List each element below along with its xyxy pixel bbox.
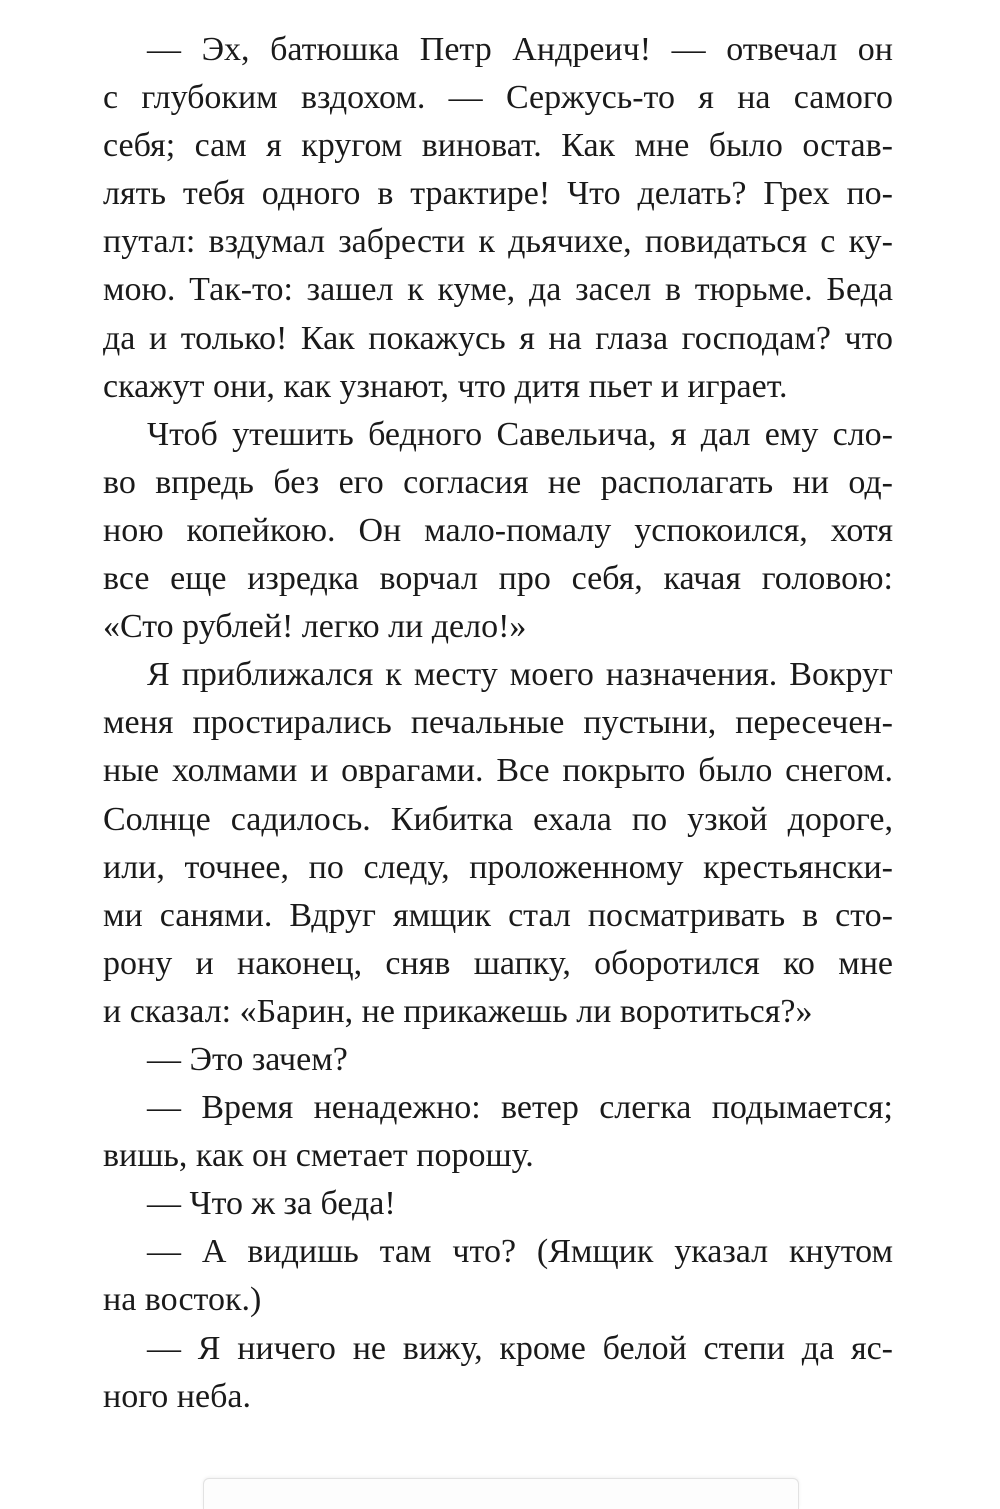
text-line: лять тебя одного в трактире! Что делать? Грех по-: [103, 175, 893, 213]
text-line: — Я ничего не вижу, кроме белой степи да яс-: [147, 1329, 893, 1367]
bottom-toolbar-edge[interactable]: [203, 1478, 799, 1509]
text-line: или, точнее, по следу, проложенному крестьянски-: [103, 848, 893, 886]
text-line: — А видишь там что? (Ямщик указал кнутом: [147, 1233, 893, 1271]
text-line: меня простирались печальные пустыни, пересечен-: [103, 704, 893, 742]
text-line: путал: вздумал забрести к дьячихе, повидаться с ку-: [103, 223, 893, 261]
text-line: Солнце садилось. Кибитка ехала по узкой дороге,: [103, 800, 893, 838]
text-line: да и только! Как покажусь я на глаза господам? что: [103, 319, 893, 357]
paragraph: [103, 1228, 893, 1324]
text-line: себя; сам я кругом виноват. Как мне было остав-: [103, 127, 893, 165]
book-page-text: [103, 26, 893, 1421]
paragraph: [103, 1180, 893, 1228]
paragraph: [103, 411, 893, 651]
text-line: ми санями. Вдруг ямщик стал посматривать в сто-: [103, 896, 893, 934]
text-line: с глубоким вздохом. — Сержусь-то я на самого: [103, 79, 893, 117]
text-line: — Эх, батюшка Петр Андреич! — отвечал он: [147, 31, 893, 68]
text-line: мою. Так-то: зашел к куме, да засел в тюрьме. Беда: [103, 271, 893, 309]
text-line: «Сто рублей! легко ли дело!»: [103, 608, 527, 646]
text-line: вишь, как он сметает порошу.: [103, 1137, 534, 1175]
text-line: на восток.): [103, 1281, 262, 1319]
text-line: ного неба.: [103, 1377, 251, 1415]
paragraph: [103, 26, 893, 411]
text-line: — Время ненадежно: ветер слегка подымается;: [147, 1089, 893, 1127]
text-line: Чтоб утешить бедного Савельича, я дал ему сло-: [147, 415, 893, 453]
paragraph: [103, 1084, 893, 1180]
text-line: — Это зачем?: [147, 1040, 348, 1078]
paragraph: [103, 1325, 893, 1421]
text-line: ные холмами и оврагами. Все покрыто было снегом.: [103, 752, 893, 790]
text-line: ною копейкою. Он мало-помалу успокоился, хотя: [103, 511, 893, 549]
text-line: во впредь без его согласия не располагать ни од-: [103, 463, 893, 501]
text-line: Я приближался к месту моего назначения. Вокруг: [147, 656, 893, 694]
text-line: скажут они, как узнают, что дитя пьет и играет.: [103, 367, 788, 405]
paragraph: [103, 651, 893, 1036]
text-line: и сказал: «Барин, не прикажешь ли воротиться?»: [103, 992, 813, 1030]
text-line: рону и наконец, сняв шапку, оборотился ко мне: [103, 944, 893, 982]
text-line: — Что ж за беда!: [147, 1185, 396, 1223]
paragraph: [103, 1036, 893, 1084]
text-line: все еще изредка ворчал про себя, качая головою:: [103, 560, 893, 598]
